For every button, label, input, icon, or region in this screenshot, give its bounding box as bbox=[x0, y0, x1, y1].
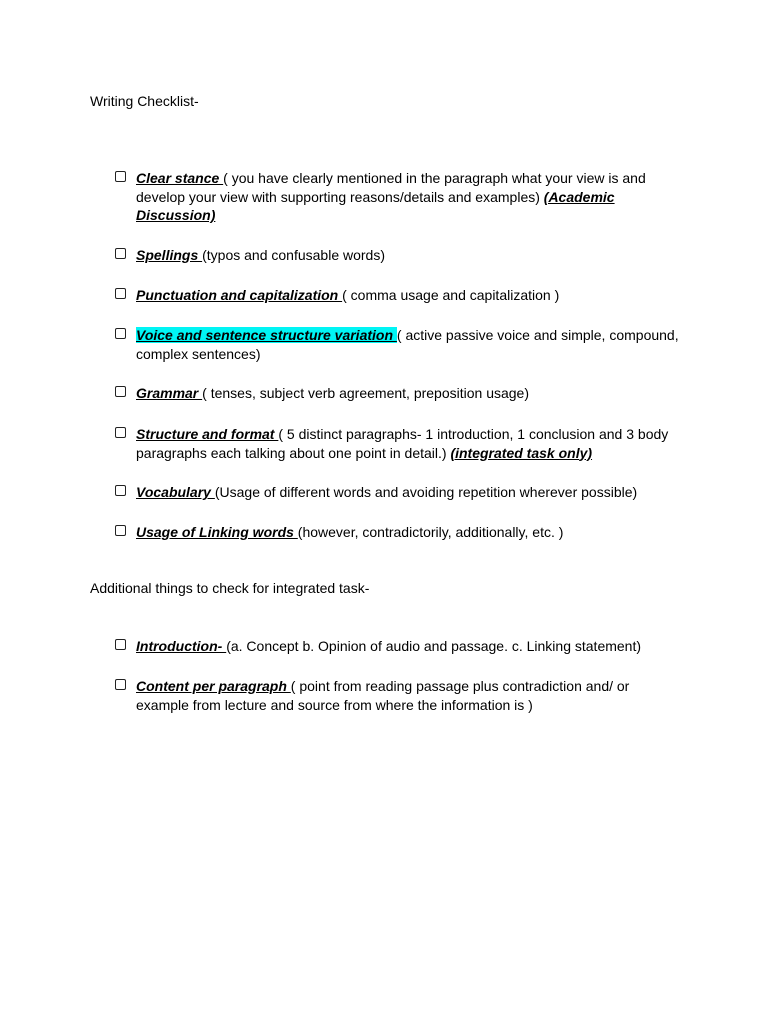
checkbox-icon[interactable] bbox=[115, 427, 126, 438]
checkbox-icon[interactable] bbox=[115, 485, 126, 496]
checklist-item-description: (Usage of different words and avoiding repetition wherever possible) bbox=[214, 484, 638, 500]
checklist-item-text bbox=[136, 483, 685, 502]
checklist-item-description: ( comma usage and capitalization ) bbox=[342, 287, 560, 303]
checklist-item-description: (however, contradictorily, additionally, etc. ) bbox=[297, 524, 564, 540]
checklist-item-description: ( active passive voice and simple, compound, complex sentences) bbox=[136, 327, 679, 362]
checklist-item-description: (typos and confusable words) bbox=[202, 247, 385, 263]
checklist-item-label: Usage of Linking words bbox=[136, 524, 298, 540]
checklist-item-label: Introduction- bbox=[136, 638, 227, 654]
checkbox-icon[interactable] bbox=[115, 639, 126, 650]
checklist-item-text bbox=[136, 169, 685, 225]
checklist-item-voice-sentence bbox=[115, 326, 685, 363]
checklist-item-spellings bbox=[115, 246, 685, 265]
checklist-item-label: Content per paragraph bbox=[136, 678, 291, 694]
checklist-item-punctuation bbox=[115, 286, 685, 305]
checkbox-icon[interactable] bbox=[115, 679, 126, 690]
checklist-item-content-per-paragraph bbox=[115, 677, 685, 714]
checklist-item-text bbox=[136, 677, 685, 714]
checklist-item-text bbox=[136, 286, 685, 305]
checklist-item-label: Clear stance bbox=[136, 170, 224, 186]
additional-checks-heading: Additional things to check for integrated task- bbox=[90, 580, 370, 596]
checklist-item-tag: (Academic Discussion) bbox=[136, 188, 615, 223]
checklist-item-vocabulary bbox=[115, 483, 685, 502]
checklist-item-text bbox=[136, 523, 685, 542]
checklist-item-introduction bbox=[115, 637, 685, 656]
checklist-item-text bbox=[136, 425, 685, 462]
checklist-item-label: Vocabulary bbox=[136, 484, 215, 500]
checklist-item-grammar bbox=[115, 384, 685, 403]
checkbox-icon[interactable] bbox=[115, 171, 126, 182]
checklist-item-description: ( tenses, subject verb agreement, preposition usage) bbox=[202, 385, 530, 401]
checkbox-icon[interactable] bbox=[115, 248, 126, 259]
checklist-item-tag: (integrated task only) bbox=[450, 444, 593, 461]
checklist-item-label-highlighted: Voice and sentence structure variation bbox=[136, 327, 397, 343]
checklist-item-label: Punctuation and capitalization bbox=[136, 287, 343, 303]
checklist-item-label: Grammar bbox=[136, 385, 203, 401]
checkbox-icon[interactable] bbox=[115, 386, 126, 397]
checklist-item-description: ( point from reading passage plus contradiction and/ or example from lecture and source from where the information is ) bbox=[136, 678, 630, 713]
checklist-item-text bbox=[136, 326, 685, 363]
checklist-item-text bbox=[136, 637, 685, 656]
checkbox-icon[interactable] bbox=[115, 525, 126, 536]
checklist-item-description: ( you have clearly mentioned in the paragraph what your view is and develop your view with supporting reasons/details and examples) bbox=[136, 170, 646, 205]
checklist-item-text bbox=[136, 246, 685, 265]
checklist-item-text bbox=[136, 384, 685, 403]
checklist-item-description: (a. Concept b. Opinion of audio and passage. c. Linking statement) bbox=[226, 638, 642, 654]
checklist-item-description: ( 5 distinct paragraphs- 1 introduction, 1 conclusion and 3 body paragraphs each talking about one point in detail.) bbox=[136, 426, 669, 461]
checklist-item-label: Structure and format bbox=[136, 426, 279, 442]
checklist-item-label: Spellings bbox=[136, 247, 203, 263]
checkbox-icon[interactable] bbox=[115, 288, 126, 299]
checkbox-icon[interactable] bbox=[115, 328, 126, 339]
checklist-item-clear-stance bbox=[115, 169, 685, 225]
checklist-item-linking-words bbox=[115, 523, 685, 542]
writing-checklist-heading: Writing Checklist- bbox=[90, 93, 199, 109]
checklist-item-structure-format bbox=[115, 425, 685, 462]
